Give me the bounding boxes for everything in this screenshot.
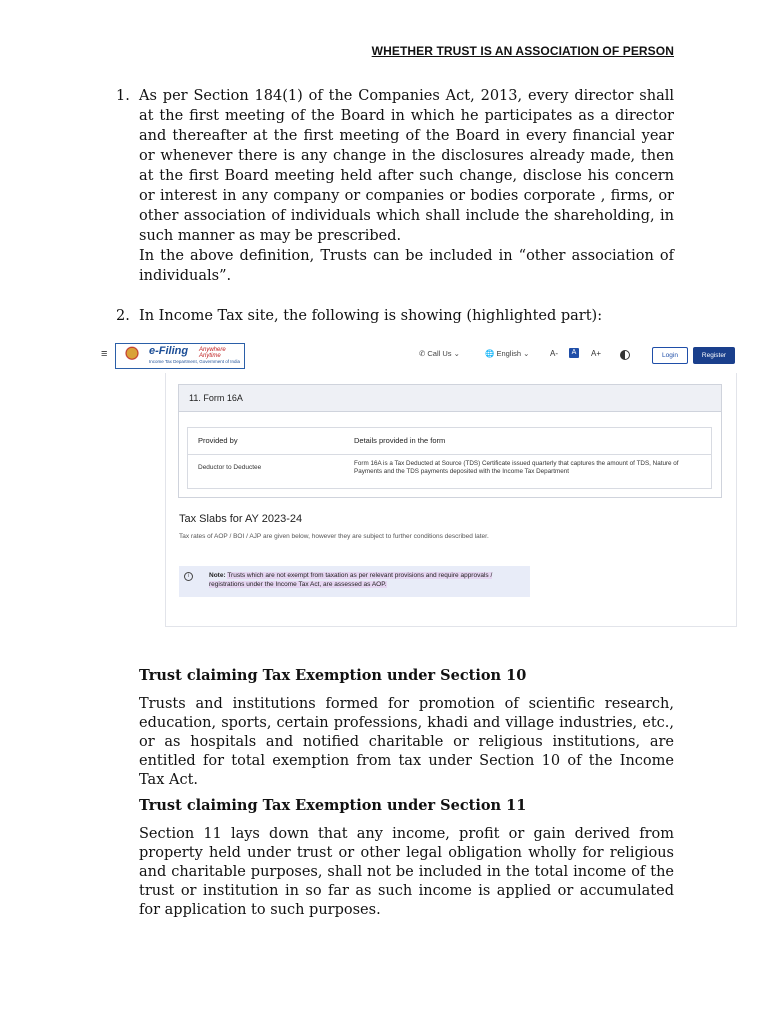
hamburger-menu-icon[interactable]: ≡: [101, 348, 108, 360]
login-button[interactable]: Login: [652, 347, 688, 364]
list-item: [114, 306, 674, 326]
section-body-10: Trusts and institutions formed for promotion of scientific research, education, sports, certain professions, khadi and village industries, etc., or as hospitals and notified charitable or religious institutions, are entitled for total exemption from tax under Section 10 of the Income Tax Act.: [139, 696, 674, 788]
form-heading: 11. Form 16A: [179, 385, 721, 412]
call-us-link[interactable]: ✆ Call Us ⌄: [419, 349, 460, 358]
section-title-10: Trust claiming Tax Exemption under Section 10: [139, 667, 527, 684]
table-header-provided-by: Provided by: [198, 436, 238, 445]
font-decrease-button[interactable]: A-: [550, 349, 558, 358]
section-title-11: Trust claiming Tax Exemption under Section 11: [139, 797, 527, 814]
list-item: [114, 86, 674, 286]
font-increase-button[interactable]: A+: [591, 349, 602, 358]
table-divider: [188, 454, 711, 455]
table-cell-details: Form 16A is a Tax Deducted at Source (TDS) Certificate issued quarterly that captures the amount of TDS, Nature of Payments and the TDS payments deposited with the Income Tax Department: [354, 460, 679, 475]
logo-subtitle: Income Tax Department, Government of India: [149, 359, 240, 364]
note-label: Note:: [209, 572, 226, 579]
register-button[interactable]: Register: [693, 347, 735, 364]
note-highlighted-text: Trusts which are not exempt from taxation as per relevant provisions and require approvals / registrations under the Income Tax Act, are assessed as AOP.: [209, 572, 493, 588]
contrast-icon[interactable]: [620, 350, 630, 360]
language-label: English: [496, 349, 522, 358]
section-body-11: Section 11 lays down that any income, profit or gain derived from property held under trust or other legal obligation wholly for religious and charitable purposes, shall not be included in the total income of the trust or institution in so far as such income is applied or accumulated for application to such purposes.: [139, 826, 674, 918]
embedded-screenshot: [99, 340, 739, 630]
info-icon: i: [184, 572, 193, 581]
language-select[interactable]: 🌐 English ⌄: [485, 349, 530, 358]
efiling-logo[interactable]: [115, 343, 245, 369]
logo-tagline: Anywhere Anytime: [199, 347, 226, 359]
call-us-label: Call Us: [427, 349, 452, 358]
numbered-list: [114, 86, 674, 326]
table-cell-provider: Deductor to Deductee: [198, 464, 262, 471]
note-text: [209, 571, 519, 589]
form-details-table: [187, 427, 712, 489]
table-header-details: Details provided in the form: [354, 436, 446, 445]
list-number: 2.: [116, 308, 130, 324]
font-normal-button[interactable]: A: [569, 348, 579, 358]
form-16a-card: [178, 384, 722, 498]
tax-slabs-heading: Tax Slabs for AY 2023-24: [179, 513, 303, 525]
site-header: [99, 340, 739, 370]
list-item-text: In Income Tax site, the following is showing (highlighted part):: [139, 308, 603, 324]
emblem-icon: [119, 346, 145, 364]
list-number: 1.: [116, 88, 130, 104]
tax-slabs-subtext: Tax rates of AOP / BOI / AJP are given below, however they are subject to further conditions described later.: [179, 533, 489, 540]
list-item-text: As per Section 184(1) of the Companies Act, 2013, every director shall at the first meeting of the Board in which he participates as a director and thereafter at the first meeting of the Board in every financial year or whenever there is any change in the disclosures already made, then at the first Board meeting held after such change, disclose his concern or interest in any company or companies or bodies corporate , firms, or other association of individuals which shall include the shareholding, in such manner as may be prescribed.: [139, 88, 674, 244]
note-box: [179, 566, 530, 597]
document-title: WHETHER TRUST IS AN ASSOCIATION OF PERSON: [371, 44, 674, 58]
list-item-text-2: In the above definition, Trusts can be included in “other association of individuals”.: [139, 248, 674, 284]
logo-text: e-Filing: [149, 345, 189, 357]
